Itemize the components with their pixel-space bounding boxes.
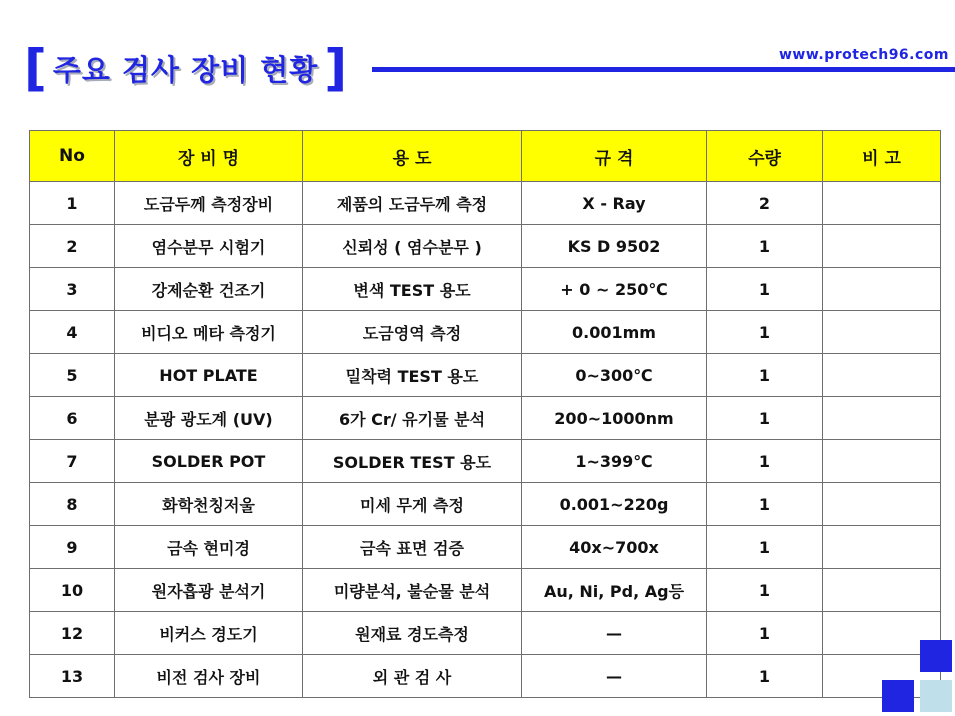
cell-spec: X - Ray xyxy=(522,182,707,225)
cell-quantity: 2 xyxy=(707,182,823,225)
cell-no: 10 xyxy=(30,569,115,612)
cell-spec: 0.001mm xyxy=(522,311,707,354)
cell-equipment-name: 강제순환 건조기 xyxy=(115,268,303,311)
cell-spec: 0.001~220g xyxy=(522,483,707,526)
table-row xyxy=(30,655,941,698)
cell-purpose: SOLDER TEST 용도 xyxy=(303,440,522,483)
cell-remarks xyxy=(823,268,941,311)
cell-quantity: 1 xyxy=(707,311,823,354)
cell-equipment-name: 비전 검사 장비 xyxy=(115,655,303,698)
equipment-table xyxy=(29,130,941,698)
header-spec: 규 격 xyxy=(522,131,707,182)
header-purpose: 용 도 xyxy=(303,131,522,182)
cell-remarks xyxy=(823,526,941,569)
title-bracket-right: ] xyxy=(324,39,348,97)
cell-no: 5 xyxy=(30,354,115,397)
cell-remarks xyxy=(823,311,941,354)
cell-purpose: 금속 표면 검증 xyxy=(303,526,522,569)
cell-quantity: 1 xyxy=(707,268,823,311)
cell-purpose: 미량분석, 불순물 분석 xyxy=(303,569,522,612)
header-remarks: 비 고 xyxy=(823,131,941,182)
deco-square-blue-top xyxy=(920,640,952,672)
cell-equipment-name: 비커스 경도기 xyxy=(115,612,303,655)
table-row xyxy=(30,569,941,612)
cell-no: 2 xyxy=(30,225,115,268)
table-row xyxy=(30,225,941,268)
cell-remarks xyxy=(823,182,941,225)
cell-remarks xyxy=(823,440,941,483)
cell-no: 12 xyxy=(30,612,115,655)
table-row xyxy=(30,483,941,526)
cell-remarks xyxy=(823,483,941,526)
page-title: 주요 검사 장비 현황 xyxy=(52,52,319,87)
cell-purpose: 원재료 경도측정 xyxy=(303,612,522,655)
cell-spec: 0~300℃ xyxy=(522,354,707,397)
deco-square-blue-bottom xyxy=(882,680,914,712)
cell-quantity: 1 xyxy=(707,397,823,440)
cell-spec: 200~1000nm xyxy=(522,397,707,440)
cell-purpose: 외 관 검 사 xyxy=(303,655,522,698)
header-no: No xyxy=(30,131,115,182)
cell-purpose: 제품의 도금두께 측정 xyxy=(303,182,522,225)
cell-spec: 1~399℃ xyxy=(522,440,707,483)
cell-quantity: 1 xyxy=(707,655,823,698)
cell-quantity: 1 xyxy=(707,225,823,268)
cell-purpose: 미세 무게 측정 xyxy=(303,483,522,526)
cell-purpose: 변색 TEST 용도 xyxy=(303,268,522,311)
table-row xyxy=(30,440,941,483)
title-bracket-left: [ xyxy=(24,39,47,97)
cell-remarks xyxy=(823,569,941,612)
cell-remarks xyxy=(823,225,941,268)
deco-square-light xyxy=(920,680,952,712)
table-row xyxy=(30,182,941,225)
cell-equipment-name: 비디오 메타 측정기 xyxy=(115,311,303,354)
cell-equipment-name: 도금두께 측정장비 xyxy=(115,182,303,225)
table-row xyxy=(30,354,941,397)
cell-equipment-name: HOT PLATE xyxy=(115,354,303,397)
cell-remarks xyxy=(823,354,941,397)
cell-purpose: 신뢰성 ( 염수분무 ) xyxy=(303,225,522,268)
cell-spec: + 0 ~ 250℃ xyxy=(522,268,707,311)
cell-equipment-name: 금속 현미경 xyxy=(115,526,303,569)
website-url: www.protech96.com xyxy=(778,47,949,63)
header-quantity: 수량 xyxy=(707,131,823,182)
table-row xyxy=(30,268,941,311)
cell-remarks xyxy=(823,397,941,440)
title-underline xyxy=(372,67,955,72)
cell-no: 8 xyxy=(30,483,115,526)
cell-no: 1 xyxy=(30,182,115,225)
table-row xyxy=(30,397,941,440)
cell-no: 3 xyxy=(30,268,115,311)
cell-no: 6 xyxy=(30,397,115,440)
cell-spec: — xyxy=(522,612,707,655)
cell-quantity: 1 xyxy=(707,483,823,526)
cell-purpose: 6가 Cr/ 유기물 분석 xyxy=(303,397,522,440)
cell-no: 7 xyxy=(30,440,115,483)
cell-spec: — xyxy=(522,655,707,698)
cell-quantity: 1 xyxy=(707,612,823,655)
cell-purpose: 도금영역 측정 xyxy=(303,311,522,354)
cell-purpose: 밀착력 TEST 용도 xyxy=(303,354,522,397)
cell-equipment-name: 분광 광도계 (UV) xyxy=(115,397,303,440)
cell-quantity: 1 xyxy=(707,526,823,569)
cell-quantity: 1 xyxy=(707,354,823,397)
cell-no: 13 xyxy=(30,655,115,698)
cell-quantity: 1 xyxy=(707,569,823,612)
table-header-row xyxy=(30,131,941,182)
cell-no: 9 xyxy=(30,526,115,569)
cell-spec: 40x~700x xyxy=(522,526,707,569)
table-row xyxy=(30,526,941,569)
title-block xyxy=(24,40,347,96)
cell-equipment-name: SOLDER POT xyxy=(115,440,303,483)
cell-no: 4 xyxy=(30,311,115,354)
cell-equipment-name: 원자흡광 분석기 xyxy=(115,569,303,612)
cell-equipment-name: 화학천칭저울 xyxy=(115,483,303,526)
cell-spec: Au, Ni, Pd, Ag등 xyxy=(522,569,707,612)
cell-quantity: 1 xyxy=(707,440,823,483)
table-row xyxy=(30,612,941,655)
header-equipment-name: 장 비 명 xyxy=(115,131,303,182)
table-row xyxy=(30,311,941,354)
cell-equipment-name: 염수분무 시험기 xyxy=(115,225,303,268)
cell-spec: KS D 9502 xyxy=(522,225,707,268)
